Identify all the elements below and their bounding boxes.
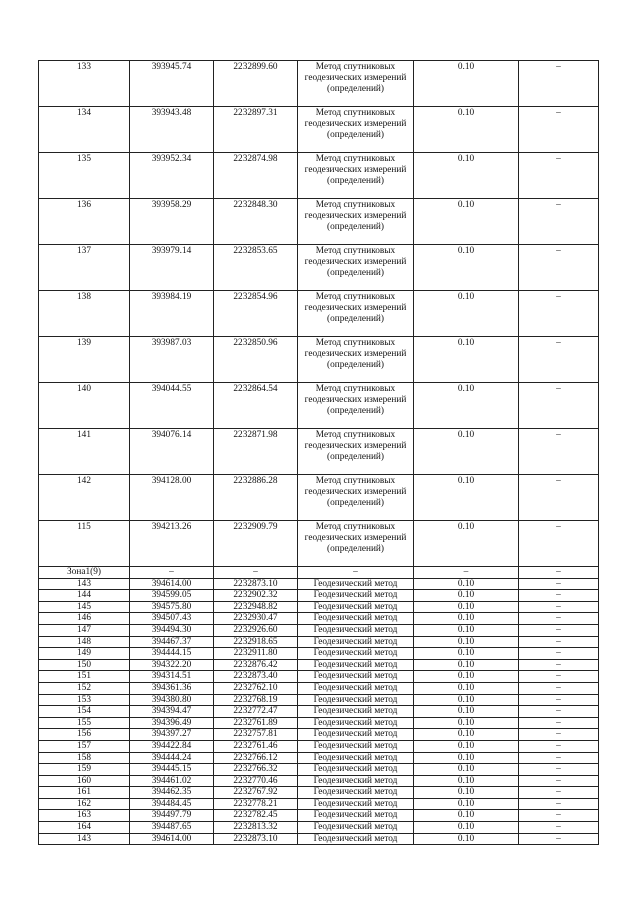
description-cell: – bbox=[519, 752, 599, 764]
table-row bbox=[39, 798, 599, 810]
x-coordinate-cell: 394599.05 bbox=[130, 590, 214, 602]
y-coordinate-cell: 2232886.28 bbox=[214, 475, 298, 521]
point-number-cell: 154 bbox=[39, 706, 130, 718]
point-number-cell: 143 bbox=[39, 833, 130, 845]
x-coordinate-cell: 394394.47 bbox=[130, 706, 214, 718]
point-number-cell: 156 bbox=[39, 729, 130, 741]
accuracy-cell: 0.10 bbox=[414, 521, 519, 567]
accuracy-cell: 0.10 bbox=[414, 383, 519, 429]
table-row bbox=[39, 740, 599, 752]
y-coordinate-cell: 2232902.32 bbox=[214, 590, 298, 602]
accuracy-cell: 0.10 bbox=[414, 578, 519, 590]
accuracy-cell: 0.10 bbox=[414, 682, 519, 694]
accuracy-cell: 0.10 bbox=[414, 717, 519, 729]
accuracy-cell: 0.10 bbox=[414, 764, 519, 776]
description-cell: – bbox=[519, 153, 599, 199]
x-coordinate-cell: 394076.14 bbox=[130, 429, 214, 475]
x-coordinate-cell: 393943.48 bbox=[130, 107, 214, 153]
table-row bbox=[39, 61, 599, 107]
point-number-cell: 135 bbox=[39, 153, 130, 199]
description-cell: – bbox=[519, 107, 599, 153]
y-coordinate-cell: 2232876.42 bbox=[214, 659, 298, 671]
y-coordinate-cell: 2232874.98 bbox=[214, 153, 298, 199]
accuracy-cell: 0.10 bbox=[414, 636, 519, 648]
x-coordinate-cell: 393984.19 bbox=[130, 291, 214, 337]
description-cell: – bbox=[519, 833, 599, 845]
description-cell: – bbox=[519, 601, 599, 613]
accuracy-cell: 0.10 bbox=[414, 199, 519, 245]
table-row bbox=[39, 833, 599, 845]
y-coordinate-cell: 2232911.80 bbox=[214, 648, 298, 660]
x-coordinate-cell: 394128.00 bbox=[130, 475, 214, 521]
accuracy-cell: 0.10 bbox=[414, 429, 519, 475]
method-cell: Геодезический метод bbox=[298, 648, 414, 660]
method-cell: Метод спутниковых геодезических измерений (определений) bbox=[298, 429, 414, 475]
description-cell: – bbox=[519, 694, 599, 706]
method-cell: Геодезический метод bbox=[298, 682, 414, 694]
point-number-cell: 141 bbox=[39, 429, 130, 475]
point-number-cell: 149 bbox=[39, 648, 130, 660]
method-cell: Геодезический метод bbox=[298, 717, 414, 729]
table-row bbox=[39, 671, 599, 683]
description-cell: – bbox=[519, 521, 599, 567]
point-number-cell: 115 bbox=[39, 521, 130, 567]
x-coordinate-cell: 393945.74 bbox=[130, 61, 214, 107]
method-cell: Метод спутниковых геодезических измерений (определений) bbox=[298, 383, 414, 429]
description-cell: – bbox=[519, 787, 599, 799]
x-coordinate-cell: 394484.45 bbox=[130, 798, 214, 810]
point-number-cell: 138 bbox=[39, 291, 130, 337]
description-cell: – bbox=[519, 717, 599, 729]
y-coordinate-cell: 2232770.46 bbox=[214, 775, 298, 787]
description-cell: – bbox=[519, 764, 599, 776]
x-coordinate-cell: 394444.15 bbox=[130, 648, 214, 660]
method-cell: Метод спутниковых геодезических измерений (определений) bbox=[298, 291, 414, 337]
x-coordinate-cell: 394213.26 bbox=[130, 521, 214, 567]
table-row bbox=[39, 648, 599, 660]
method-cell: Геодезический метод bbox=[298, 613, 414, 625]
x-coordinate-cell: 393979.14 bbox=[130, 245, 214, 291]
x-coordinate-cell: 394044.55 bbox=[130, 383, 214, 429]
x-coordinate-cell: 393987.03 bbox=[130, 337, 214, 383]
description-cell: – bbox=[519, 590, 599, 602]
y-coordinate-cell: 2232871.98 bbox=[214, 429, 298, 475]
y-coordinate-cell: 2232897.31 bbox=[214, 107, 298, 153]
x-coordinate-cell: 394396.49 bbox=[130, 717, 214, 729]
x-coordinate-cell: 394467.37 bbox=[130, 636, 214, 648]
table-row bbox=[39, 775, 599, 787]
method-cell: Геодезический метод bbox=[298, 671, 414, 683]
point-number-cell: 157 bbox=[39, 740, 130, 752]
description-cell: – bbox=[519, 775, 599, 787]
description-cell: – bbox=[519, 624, 599, 636]
point-number-cell: 155 bbox=[39, 717, 130, 729]
y-coordinate-cell: 2232848.30 bbox=[214, 199, 298, 245]
x-coordinate-cell: 394397.27 bbox=[130, 729, 214, 741]
y-coordinate-cell: 2232850.96 bbox=[214, 337, 298, 383]
description-cell: – bbox=[519, 61, 599, 107]
point-number-cell: 164 bbox=[39, 822, 130, 834]
description-cell: – bbox=[519, 636, 599, 648]
table-row bbox=[39, 475, 599, 521]
method-cell: Метод спутниковых геодезических измерений (определений) bbox=[298, 153, 414, 199]
x-coordinate-cell: 394380.80 bbox=[130, 694, 214, 706]
point-number-cell: 143 bbox=[39, 578, 130, 590]
accuracy-cell: 0.10 bbox=[414, 61, 519, 107]
table-row bbox=[39, 764, 599, 776]
method-cell: Геодезический метод bbox=[298, 694, 414, 706]
point-number-cell: 146 bbox=[39, 613, 130, 625]
point-number-cell: 161 bbox=[39, 787, 130, 799]
description-cell: – bbox=[519, 798, 599, 810]
x-coordinate-cell: 394322.20 bbox=[130, 659, 214, 671]
accuracy-cell: 0.10 bbox=[414, 740, 519, 752]
table-row bbox=[39, 706, 599, 718]
method-cell: Геодезический метод bbox=[298, 624, 414, 636]
accuracy-cell: 0.10 bbox=[414, 798, 519, 810]
point-number-cell: 150 bbox=[39, 659, 130, 671]
table-row bbox=[39, 810, 599, 822]
y-coordinate-cell: 2232899.60 bbox=[214, 61, 298, 107]
description-cell: – bbox=[519, 199, 599, 245]
point-number-cell: 153 bbox=[39, 694, 130, 706]
point-number-cell: 144 bbox=[39, 590, 130, 602]
method-cell: Геодезический метод bbox=[298, 787, 414, 799]
method-cell: Геодезический метод bbox=[298, 729, 414, 741]
x-coordinate-cell: 394314.51 bbox=[130, 671, 214, 683]
point-number-cell: 158 bbox=[39, 752, 130, 764]
y-coordinate-cell: 2232854.96 bbox=[214, 291, 298, 337]
y-coordinate-cell: 2232766.32 bbox=[214, 764, 298, 776]
method-cell: Метод спутниковых геодезических измерений (определений) bbox=[298, 475, 414, 521]
table-row bbox=[39, 337, 599, 383]
y-coordinate-cell: 2232926.60 bbox=[214, 624, 298, 636]
description-cell: – bbox=[519, 291, 599, 337]
point-number-cell: 134 bbox=[39, 107, 130, 153]
y-coordinate-cell: 2232761.89 bbox=[214, 717, 298, 729]
accuracy-cell: 0.10 bbox=[414, 337, 519, 383]
point-number-cell: 140 bbox=[39, 383, 130, 429]
point-number-cell: 147 bbox=[39, 624, 130, 636]
table-row bbox=[39, 694, 599, 706]
y-coordinate-cell: 2232864.54 bbox=[214, 383, 298, 429]
description-cell: – bbox=[519, 729, 599, 741]
method-cell: Геодезический метод bbox=[298, 764, 414, 776]
y-coordinate-cell: 2232873.10 bbox=[214, 578, 298, 590]
method-cell: Геодезический метод bbox=[298, 798, 414, 810]
method-cell: Метод спутниковых геодезических измерений (определений) bbox=[298, 199, 414, 245]
document-page bbox=[38, 60, 598, 845]
method-cell: Геодезический метод bbox=[298, 810, 414, 822]
description-cell: – bbox=[519, 648, 599, 660]
y-coordinate-cell: 2232853.65 bbox=[214, 245, 298, 291]
table-row bbox=[39, 291, 599, 337]
accuracy-cell: 0.10 bbox=[414, 601, 519, 613]
table-row bbox=[39, 752, 599, 764]
y-coordinate-cell: 2232948.82 bbox=[214, 601, 298, 613]
accuracy-cell: – bbox=[414, 567, 519, 579]
y-coordinate-cell: 2232918.65 bbox=[214, 636, 298, 648]
table-row bbox=[39, 822, 599, 834]
accuracy-cell: 0.10 bbox=[414, 624, 519, 636]
y-coordinate-cell: 2232768.19 bbox=[214, 694, 298, 706]
y-coordinate-cell: 2232778.21 bbox=[214, 798, 298, 810]
description-cell: – bbox=[519, 810, 599, 822]
coordinates-table bbox=[38, 60, 599, 845]
x-coordinate-cell: 394507.43 bbox=[130, 613, 214, 625]
y-coordinate-cell: – bbox=[214, 567, 298, 579]
x-coordinate-cell: 394461.02 bbox=[130, 775, 214, 787]
x-coordinate-cell: 394614.00 bbox=[130, 578, 214, 590]
method-cell: – bbox=[298, 567, 414, 579]
accuracy-cell: 0.10 bbox=[414, 590, 519, 602]
point-number-cell: Зона1(9) bbox=[39, 567, 130, 579]
y-coordinate-cell: 2232782.45 bbox=[214, 810, 298, 822]
table-row bbox=[39, 601, 599, 613]
method-cell: Метод спутниковых геодезических измерений (определений) bbox=[298, 107, 414, 153]
accuracy-cell: 0.10 bbox=[414, 659, 519, 671]
accuracy-cell: 0.10 bbox=[414, 706, 519, 718]
table-row bbox=[39, 717, 599, 729]
x-coordinate-cell: 394361.36 bbox=[130, 682, 214, 694]
point-number-cell: 148 bbox=[39, 636, 130, 648]
y-coordinate-cell: 2232930.47 bbox=[214, 613, 298, 625]
method-cell: Геодезический метод bbox=[298, 752, 414, 764]
table-row bbox=[39, 787, 599, 799]
table-row bbox=[39, 567, 599, 579]
x-coordinate-cell: 394614.00 bbox=[130, 833, 214, 845]
x-coordinate-cell: 393958.29 bbox=[130, 199, 214, 245]
y-coordinate-cell: 2232873.40 bbox=[214, 671, 298, 683]
point-number-cell: 133 bbox=[39, 61, 130, 107]
table-row bbox=[39, 659, 599, 671]
x-coordinate-cell: 394487.65 bbox=[130, 822, 214, 834]
table-row bbox=[39, 521, 599, 567]
method-cell: Геодезический метод bbox=[298, 659, 414, 671]
method-cell: Геодезический метод bbox=[298, 833, 414, 845]
accuracy-cell: 0.10 bbox=[414, 291, 519, 337]
description-cell: – bbox=[519, 429, 599, 475]
point-number-cell: 160 bbox=[39, 775, 130, 787]
y-coordinate-cell: 2232813.32 bbox=[214, 822, 298, 834]
table-body bbox=[39, 61, 599, 845]
accuracy-cell: 0.10 bbox=[414, 810, 519, 822]
accuracy-cell: 0.10 bbox=[414, 671, 519, 683]
table-row bbox=[39, 153, 599, 199]
point-number-cell: 152 bbox=[39, 682, 130, 694]
table-row bbox=[39, 578, 599, 590]
x-coordinate-cell: 394575.80 bbox=[130, 601, 214, 613]
accuracy-cell: 0.10 bbox=[414, 752, 519, 764]
method-cell: Метод спутниковых геодезических измерений (определений) bbox=[298, 521, 414, 567]
y-coordinate-cell: 2232762.10 bbox=[214, 682, 298, 694]
method-cell: Геодезический метод bbox=[298, 822, 414, 834]
x-coordinate-cell: 394494.30 bbox=[130, 624, 214, 636]
accuracy-cell: 0.10 bbox=[414, 648, 519, 660]
accuracy-cell: 0.10 bbox=[414, 833, 519, 845]
y-coordinate-cell: 2232873.10 bbox=[214, 833, 298, 845]
method-cell: Геодезический метод bbox=[298, 775, 414, 787]
method-cell: Метод спутниковых геодезических измерений (определений) bbox=[298, 61, 414, 107]
method-cell: Геодезический метод bbox=[298, 590, 414, 602]
description-cell: – bbox=[519, 682, 599, 694]
method-cell: Геодезический метод bbox=[298, 601, 414, 613]
table-row bbox=[39, 429, 599, 475]
description-cell: – bbox=[519, 613, 599, 625]
point-number-cell: 136 bbox=[39, 199, 130, 245]
x-coordinate-cell: 394444.24 bbox=[130, 752, 214, 764]
accuracy-cell: 0.10 bbox=[414, 822, 519, 834]
description-cell: – bbox=[519, 578, 599, 590]
description-cell: – bbox=[519, 383, 599, 429]
x-coordinate-cell: 394497.79 bbox=[130, 810, 214, 822]
description-cell: – bbox=[519, 659, 599, 671]
method-cell: Геодезический метод bbox=[298, 578, 414, 590]
description-cell: – bbox=[519, 567, 599, 579]
x-coordinate-cell: 394445.15 bbox=[130, 764, 214, 776]
y-coordinate-cell: 2232767.92 bbox=[214, 787, 298, 799]
y-coordinate-cell: 2232772.47 bbox=[214, 706, 298, 718]
accuracy-cell: 0.10 bbox=[414, 787, 519, 799]
description-cell: – bbox=[519, 671, 599, 683]
method-cell: Геодезический метод bbox=[298, 636, 414, 648]
point-number-cell: 163 bbox=[39, 810, 130, 822]
point-number-cell: 145 bbox=[39, 601, 130, 613]
accuracy-cell: 0.10 bbox=[414, 694, 519, 706]
table-row bbox=[39, 199, 599, 245]
point-number-cell: 162 bbox=[39, 798, 130, 810]
accuracy-cell: 0.10 bbox=[414, 775, 519, 787]
accuracy-cell: 0.10 bbox=[414, 245, 519, 291]
table-row bbox=[39, 624, 599, 636]
accuracy-cell: 0.10 bbox=[414, 153, 519, 199]
accuracy-cell: 0.10 bbox=[414, 613, 519, 625]
method-cell: Геодезический метод bbox=[298, 740, 414, 752]
table-row bbox=[39, 245, 599, 291]
point-number-cell: 137 bbox=[39, 245, 130, 291]
table-row bbox=[39, 383, 599, 429]
x-coordinate-cell: 394462.35 bbox=[130, 787, 214, 799]
method-cell: Геодезический метод bbox=[298, 706, 414, 718]
description-cell: – bbox=[519, 740, 599, 752]
y-coordinate-cell: 2232757.81 bbox=[214, 729, 298, 741]
table-row bbox=[39, 107, 599, 153]
method-cell: Метод спутниковых геодезических измерений (определений) bbox=[298, 337, 414, 383]
point-number-cell: 142 bbox=[39, 475, 130, 521]
description-cell: – bbox=[519, 475, 599, 521]
x-coordinate-cell: 393952.34 bbox=[130, 153, 214, 199]
x-coordinate-cell: 394422.84 bbox=[130, 740, 214, 752]
table-row bbox=[39, 729, 599, 741]
x-coordinate-cell: – bbox=[130, 567, 214, 579]
y-coordinate-cell: 2232761.46 bbox=[214, 740, 298, 752]
accuracy-cell: 0.10 bbox=[414, 475, 519, 521]
table-row bbox=[39, 590, 599, 602]
description-cell: – bbox=[519, 706, 599, 718]
point-number-cell: 139 bbox=[39, 337, 130, 383]
accuracy-cell: 0.10 bbox=[414, 729, 519, 741]
table-row bbox=[39, 613, 599, 625]
accuracy-cell: 0.10 bbox=[414, 107, 519, 153]
y-coordinate-cell: 2232909.79 bbox=[214, 521, 298, 567]
description-cell: – bbox=[519, 337, 599, 383]
table-row bbox=[39, 636, 599, 648]
point-number-cell: 159 bbox=[39, 764, 130, 776]
table-row bbox=[39, 682, 599, 694]
description-cell: – bbox=[519, 245, 599, 291]
point-number-cell: 151 bbox=[39, 671, 130, 683]
y-coordinate-cell: 2232766.12 bbox=[214, 752, 298, 764]
description-cell: – bbox=[519, 822, 599, 834]
method-cell: Метод спутниковых геодезических измерений (определений) bbox=[298, 245, 414, 291]
